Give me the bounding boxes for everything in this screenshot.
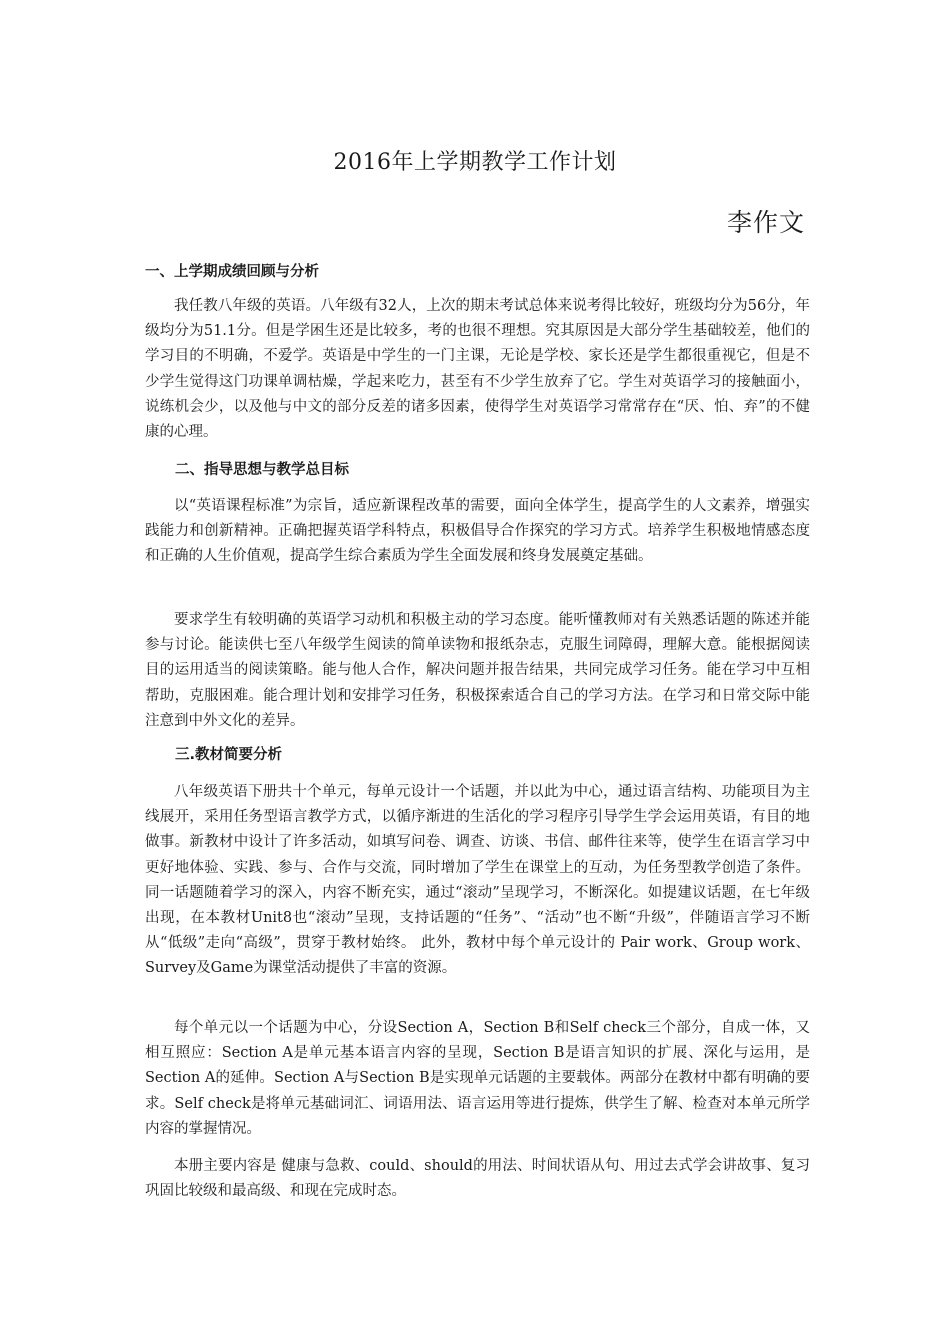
paragraph-guiding-ideas: 以“英语课程标准”为宗旨，适应新课程改革的需要，面向全体学生，提高学生的人文素养，增强实践能力和创新精神。正确把握英语学科特点，积极倡导合作探究的学习方式。培养学生积极地情感态度和正确的人生价值观，提高学生综合素质为学生全面发展和终身发展奠定基础。	[145, 498, 810, 565]
paragraph-main-content: 本册主要内容是 健康与急救、could、should的用法、时间状语从句、用过去式学会讲故事、复习巩固比较级和最高级、和现在完成时态。	[145, 1158, 810, 1200]
section-heading-review: 一、上学期成绩回顾与分析	[145, 264, 319, 280]
paragraph-student-goals: 要求学生有较明确的英语学习动机和积极主动的学习态度。能听懂教师对有关熟悉话题的陈述并能参与讨论。能读供七至八年级学生阅读的简单读物和报纸杂志，克服生词障碍，理解大意。能根据阅读目的运用适当的阅读策略。能与他人合作，解决问题并报告结果，共同完成学习任务。能在学习中互相帮助，克服困难。能合理计划和安排学习任务，积极探索适合自己的学习方法。在学习和日常交际中能注意到中外文化的差异。	[145, 612, 810, 729]
document-title: 2016年上学期教学工作计划	[333, 150, 617, 175]
author-name: 李作文	[726, 208, 805, 237]
paragraph-textbook-overview: 八年级英语下册共十个单元，每单元设计一个话题，并以此为中心，通过语言结构、功能项目为主线展开，采用任务型语言教学方式，以循序渐进的生活化的学习程序引导学生学会运用英语，有目的地做事。新教材中设计了许多活动，如填写问卷、调查、访谈、书信、邮件往来等，使学生在语言学习中更好地体验、实践、参与、合作与交流，同时增加了学生在课堂上的互动，为任务型教学创造了条件。 同一话题随着学习的深入，内容不断充实，通过“滚动”呈现学习，不断深化。如提建议话题，在七年级出现，在本教材Unit8也“滚动”呈现，支持话题的“任务”、“活动”也不断“升级”，伴随语言学习不断从“低级”走向“高级”，贯穿于教材始终。 此外，教材中每个单元设计的 Pair work、Group work、Survey及Game为课堂活动提供了丰富的资源。	[145, 784, 810, 977]
paragraph-unit-structure: 每个单元以一个话题为中心，分设Section A，Section B和Self check三个部分，自成一体，又相互照应：Section A是单元基本语言内容的呈现，Section B是语言知识的扩展、深化与运用，是Section A的延伸。Section A与Section B是实现单元话题的主要载体。两部分在教材中都有明确的要求。Self check是将单元基础词汇、词语用法、语言运用等进行提炼，供学生了解、检查对本单元所学内容的掌握情况。	[145, 1020, 810, 1137]
section-heading-textbook-analysis: 三.教材简要分析	[175, 747, 283, 763]
paragraph-review: 我任教八年级的英语。八年级有32人，上次的期末考试总体来说考得比较好，班级均分为56分，年级均分为51.1分。但是学困生还是比较多，考的也很不理想。究其原因是大部分学生基础较差，他们的学习目的不明确，不爱学。英语是中学生的一门主课，无论是学校、家长还是学生都很重视它，但是不少学生觉得这门功课单调枯燥，学起来吃力，甚至有不少学生放弃了它。学生对英语学习的接触面小，说练机会少，以及他与中文的部分反差的诸多因素，使得学生对英语学习常常存在“厌、怕、弃”的不健康的心理。	[145, 298, 810, 441]
section-heading-guiding-ideas: 二、指导思想与教学总目标	[175, 462, 349, 478]
